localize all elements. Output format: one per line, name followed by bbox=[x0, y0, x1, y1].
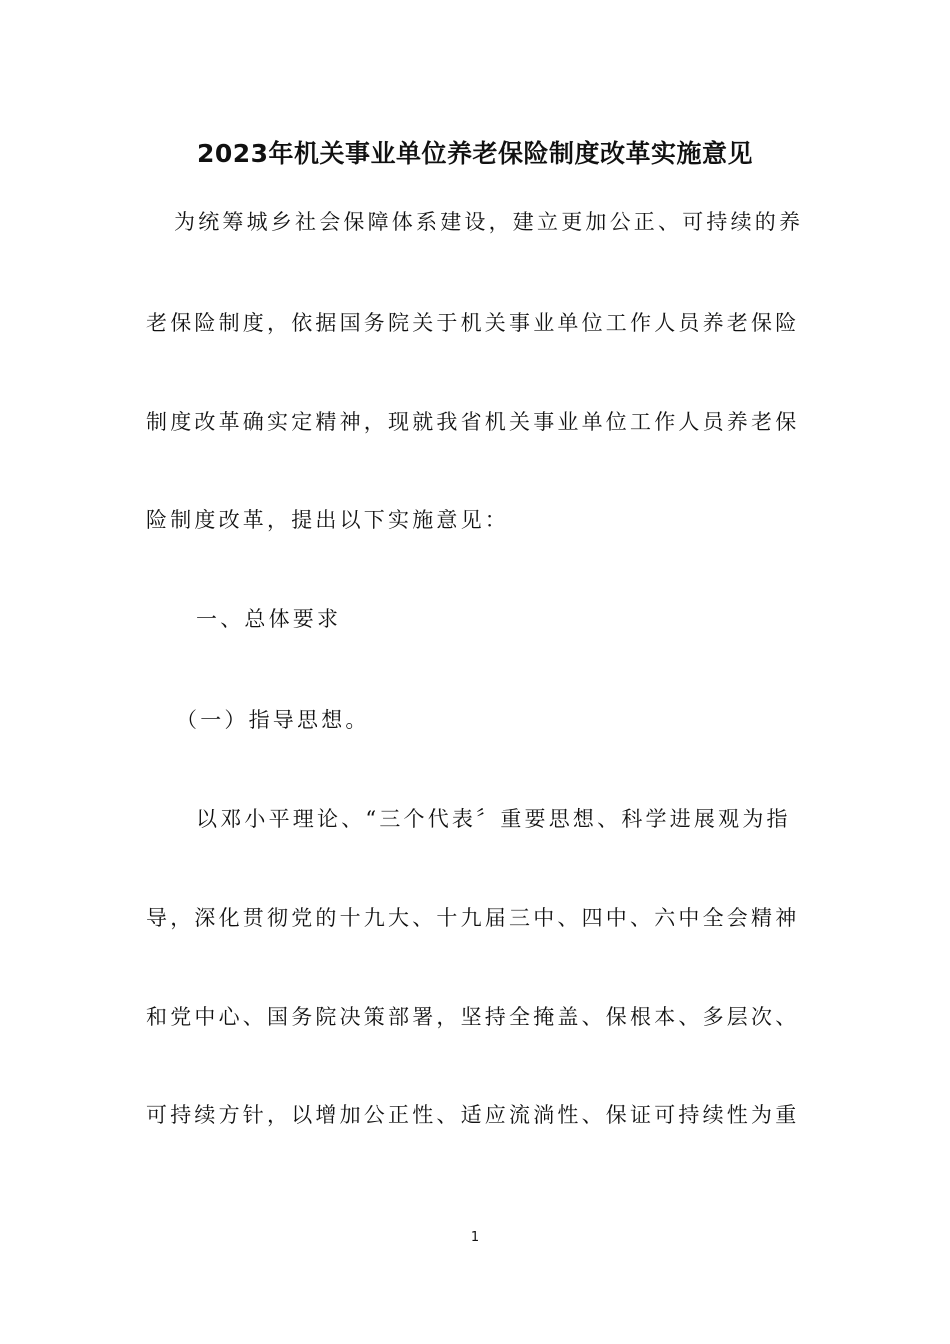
paragraph-line-1: 为统筹城乡社会保障体系建设，建立更加公正、可持续的养 bbox=[174, 210, 804, 234]
document-title: 2023年机关事业单位养老保险制度改革实施意见 bbox=[196, 139, 754, 168]
subsection-heading: （一）指导思想。 bbox=[176, 708, 370, 732]
paragraph-line-2: 老保险制度，依据国务院关于机关事业单位工作人员养老保险 bbox=[146, 311, 800, 335]
paragraph-line-3: 制度改革确实定精神，现就我省机关事业单位工作人员养老保 bbox=[146, 410, 800, 434]
paragraph-line-8: 可持续方针，以增加公正性、适应流淌性、保证可持续性为重 bbox=[146, 1103, 800, 1127]
page-number: 1 bbox=[470, 1230, 480, 1245]
section-heading: 一、总体要求 bbox=[196, 607, 342, 631]
paragraph-line-6: 导，深化贯彻党的十九大、十九届三中、四中、六中全会精神 bbox=[146, 906, 800, 930]
paragraph-line-5: 以邓小平理论、“三个代表〞重要思想、科学进展观为指 bbox=[196, 807, 791, 831]
paragraph-line-7: 和党中心、国务院决策部署，坚持全掩盖、保根本、多层次、 bbox=[146, 1005, 800, 1029]
paragraph-line-4: 险制度改革，提出以下实施意见： bbox=[146, 508, 509, 532]
